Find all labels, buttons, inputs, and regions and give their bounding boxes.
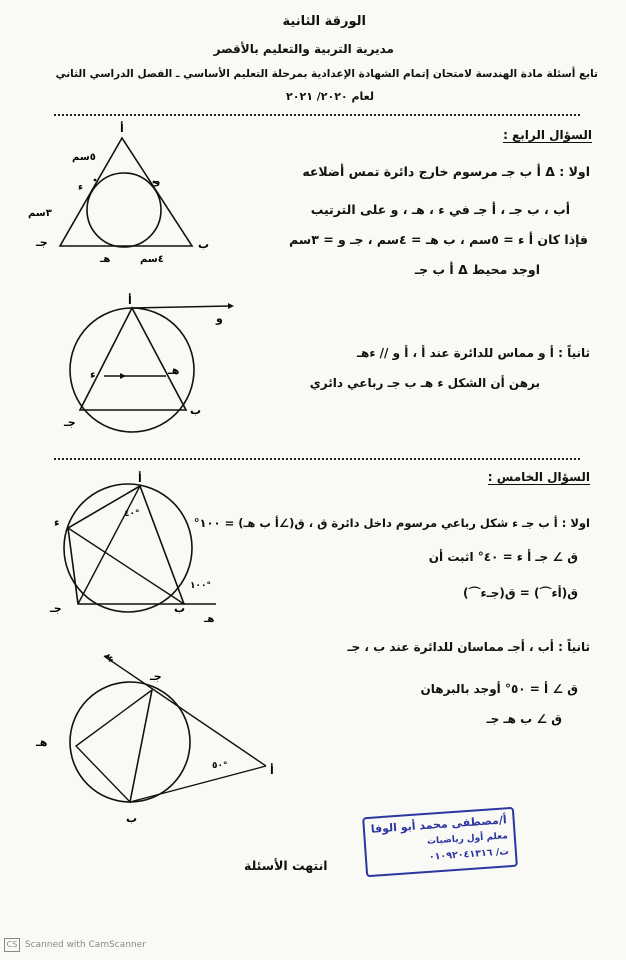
figure-two-tangents (32, 650, 292, 830)
stamp-line1: أ/مصطفى محمد أبو الوفا (370, 813, 508, 836)
fig2-label-a: ﺃ (128, 294, 132, 307)
fig1-label-b: ب (198, 238, 210, 251)
camscanner-logo: CS (4, 938, 20, 952)
paper-label: الورقة الثانية (282, 14, 366, 29)
fig1-label-a: ﺃ (120, 122, 124, 135)
q4-part1-line2: ﺃب ، ب جـ ، ﺃ جـ في ء ، هـ ، و على الترتيب (310, 202, 570, 217)
fig2-label-d: ء (90, 368, 96, 381)
scanner-watermark (4, 938, 146, 952)
fig2-label-h: هـ (168, 364, 180, 377)
fig1-label-d: ء (78, 182, 84, 193)
q4-part1-line1: اولا : Δ ﺃ ب جـ مرسوم خارج دائرة تمس أضلاعه (302, 164, 590, 179)
fig3-label-d: ء (54, 516, 60, 529)
q5-part2-line1: ثانياً : ﺃب ، ﺃجـ مماسان للدائرة عند ب ، جـ (347, 640, 590, 654)
fig4-label-a: ﺃ (270, 764, 274, 777)
fig2-label-w: و (216, 312, 223, 325)
fig4-label-b: ب (126, 812, 138, 825)
stamp-line3: ت/ ٠١٠٩٢٠٤١٣١٦ (428, 846, 510, 863)
q5-part1-line2: ق ∠ جـ ﺃ ء = ٤٠° اثبت أن (428, 550, 578, 564)
exam-line: تابع أسئلة مادة الهندسة لامتحان إتمام الشهادة الإعدادية بمرحلة التعليم الأساسي ـ الفصل الدراسي الثاني (55, 68, 598, 80)
fig1-label-h: هـ (100, 254, 111, 265)
fig1-label-w: و (154, 176, 161, 187)
q5-part1-line1: اولا : ﺃ ب جـ ء شكل رباعي مرسوم داخل دائرة ق ، ق(∠ﺃ ب هـ) = ١٠٠° (193, 516, 590, 530)
exam-year: لعام ٢٠٢٠/ ٢٠٢١ (286, 90, 374, 103)
fig2-label-b: ب (190, 404, 202, 417)
q4-title: السؤال الرابع : (503, 128, 592, 142)
q5-part1-line3: ق(ﺃء⌒) = ق(جـء⌒) (463, 586, 578, 600)
fig4-label-h: هـ (36, 736, 48, 749)
figure-incircle-triangle (30, 120, 230, 270)
fig4-label-c: جـ (150, 670, 162, 683)
divider-middle (54, 458, 580, 460)
q5-title: السؤال الخامس : (487, 470, 590, 484)
directorate: مديرية التربية والتعليم بالأقصر (213, 42, 394, 56)
q4-part2-line1: ثانياً : ﺃ و مماس للدائرة عند ﺃ ، ﺃ و // ءهـ (356, 346, 590, 360)
fig3-label-c: جـ (50, 602, 62, 615)
q5-part2-line3: ق ∠ ب هـ جـ (486, 712, 562, 726)
figure-tangent-circle (60, 296, 250, 446)
figure-cyclic-quadrilateral (40, 474, 240, 624)
stamp-line2: معلم أول رياضيات (426, 831, 509, 847)
fig2-label-c: جـ (64, 416, 76, 429)
fig1-label-3cm: ٣سم (28, 208, 52, 219)
divider-top (54, 114, 580, 116)
q4-part2-line2: برهن أن الشكل ء هـ ب جـ رباعي دائري (309, 376, 540, 390)
fig4-label-d: ء (108, 652, 114, 665)
fig4-label-50: ٥٠° (212, 761, 228, 771)
fig1-label-5cm: ٥سم (72, 152, 96, 163)
q4-part1-line3: فإذا كان ﺃ ء = ٥سم ، ب هـ = ٤سم ، جـ و = ٣سم (289, 232, 588, 247)
fig3-label-40: ٤٠° (124, 509, 140, 519)
fig3-label-a: ﺃ (138, 472, 142, 485)
end-of-questions: انتهت الأسئلة (244, 858, 328, 873)
q4-part1-line4: اوجد محيط Δ ﺃ ب جـ (414, 262, 540, 277)
fig3-label-h: هـ (204, 614, 215, 625)
teacher-stamp (362, 807, 518, 877)
scanner-text: Scanned with CamScanner (24, 940, 146, 950)
q5-part2-line2: ق ∠ ﺃ = ٥٠° أوجد بالبرهان (420, 682, 578, 696)
fig1-label-c: جـ (36, 236, 48, 249)
fig1-label-4cm: ٤سم (140, 254, 164, 265)
fig3-label-b: ب (174, 602, 186, 615)
fig3-label-100: ١٠٠° (190, 581, 211, 591)
